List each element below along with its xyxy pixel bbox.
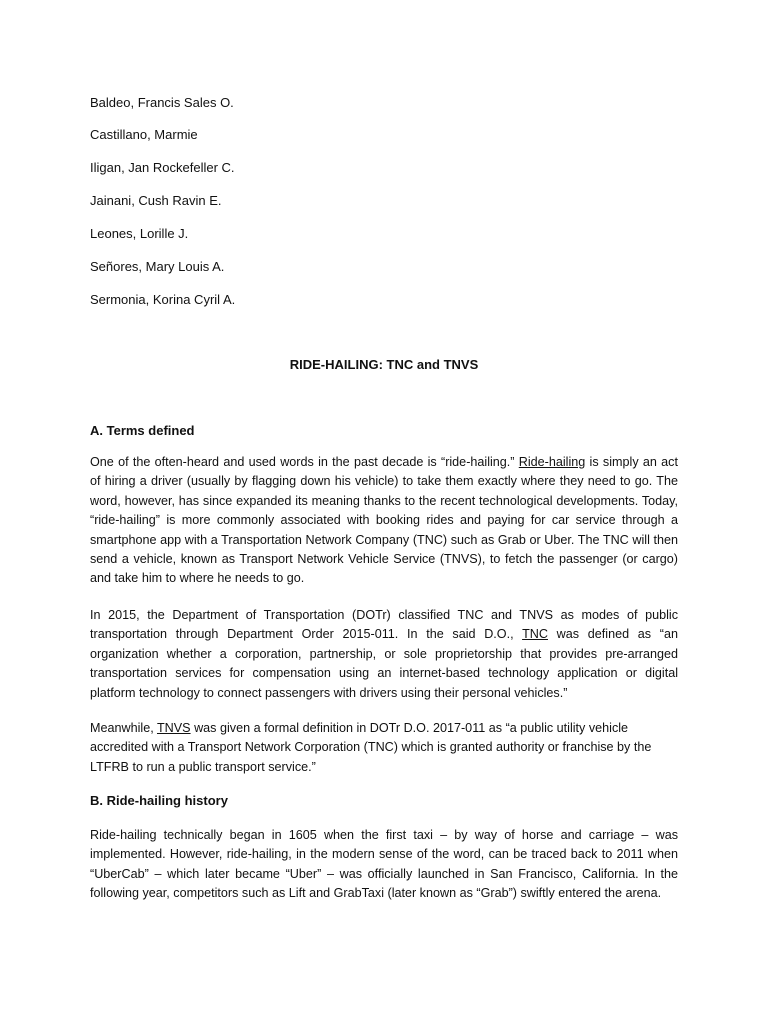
term-ride-hailing: Ride-hailing	[518, 455, 586, 469]
document-title: RIDE-HAILING: TNC and TNVS	[289, 357, 479, 372]
term-tnvs: TNVS	[156, 721, 191, 735]
author-name: Leones, Lorille J.	[90, 226, 189, 241]
section-b-paragraph-1: Ride-hailing technically began in 1605 when the first taxi – by way of horse and carriage – was implemented. However, ride-hailing, in the modern sense of the word, can be traced back to 2011 when “UberCab” – which later became “Uber” – was officially launched in San Francisco, California. In the following year, competitors such as Lift and GrabTaxi (later known as “Grab”) swiftly entered the arena.	[90, 828, 678, 901]
author-name: Jainani, Cush Ravin E.	[90, 193, 222, 208]
section-a-paragraph-3: Meanwhile, TNVS was given a formal definition in DOTr D.O. 2017-011 as “a public utility vehicle accredited with a Transport Network Corporation (TNC) which is granted authority or franchise by the LTFRB to run a public transport service.”	[90, 721, 652, 774]
section-a-paragraph-1: One of the often-heard and used words in the past decade is “ride-hailing.” Ride-hailing is simply an act of hiring a driver (usually by flagging down his vehicle) to take them exactly where they need to go. The word, however, has since expanded its meaning thanks to the recent technological developments. Today, “ride-hailing” is more commonly associated with booking rides and paying for car service through a smartphone app with a Transportation Network Company (TNC) such as Grab or Uber. The TNC will then send a vehicle, known as Transport Network Vehicle Service (TNVS), to fetch the passenger (or cargo) and take him to where he needs to go.	[90, 455, 678, 586]
author-name: Iligan, Jan Rockefeller C.	[90, 160, 235, 175]
author-name: Castillano, Marmie	[90, 127, 198, 142]
section-b-heading: B. Ride-hailing history	[90, 793, 228, 808]
section-a-paragraph-2: In 2015, the Department of Transportation (DOTr) classified TNC and TNVS as modes of public transportation through Department Order 2015-011. In the said D.O., TNC was defined as “an organization whether a corporation, partnership, or sole proprietorship that provides pre-arranged transportation services for compensation using an internet-based technology application or digital platform technology to connect passengers with drivers using their personal vehicles.”	[90, 608, 678, 700]
section-a-heading: A. Terms defined	[90, 423, 195, 438]
author-name: Sermonia, Korina Cyril A.	[90, 292, 236, 307]
term-tnc: TNC	[522, 627, 548, 642]
author-name: Baldeo, Francis Sales O.	[90, 95, 234, 110]
author-name: Señores, Mary Louis A.	[90, 259, 225, 274]
